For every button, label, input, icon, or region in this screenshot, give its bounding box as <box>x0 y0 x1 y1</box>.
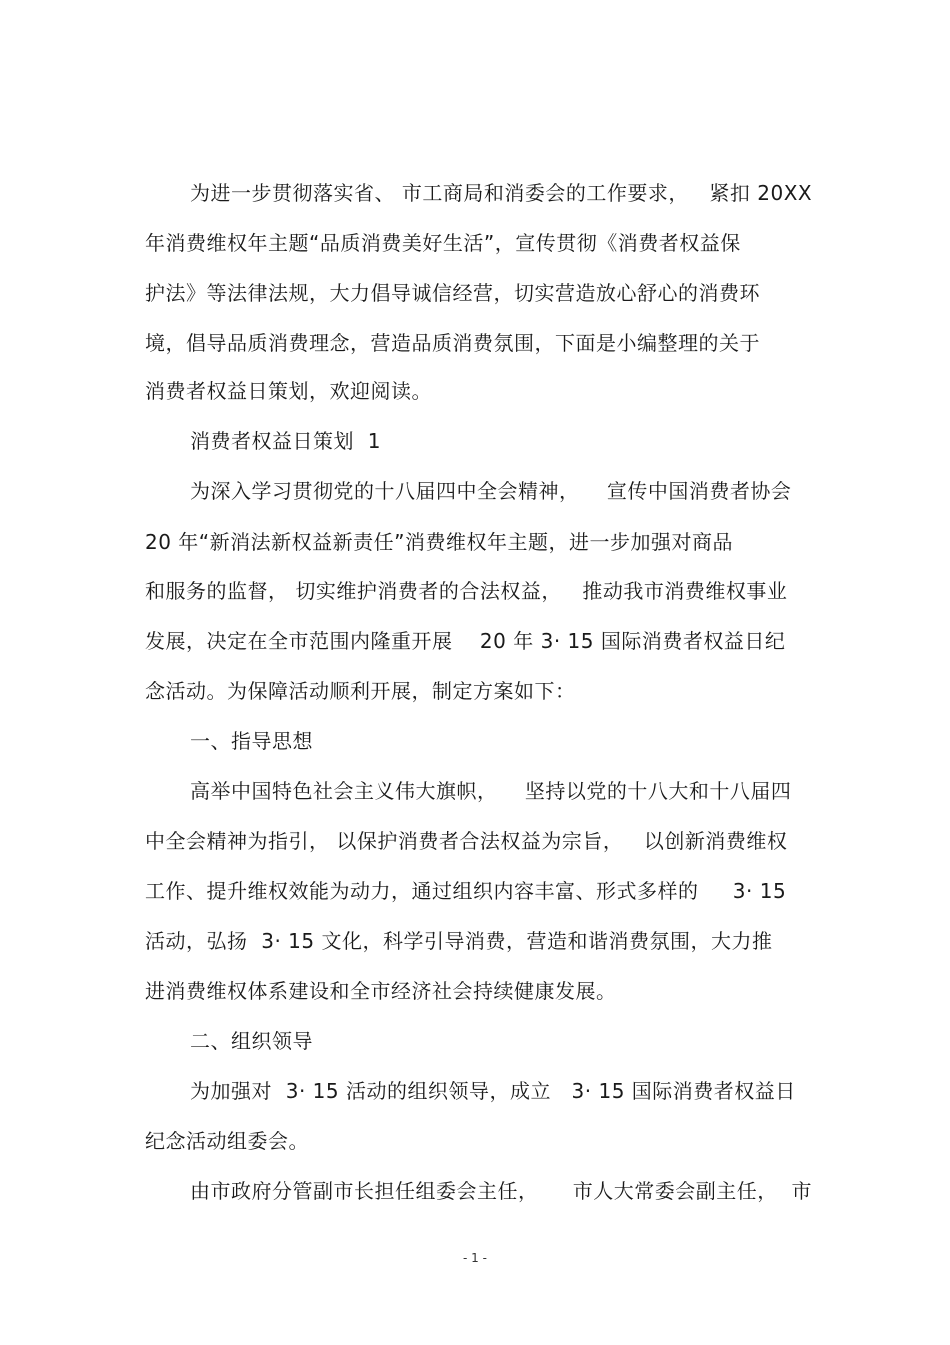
paragraph-line: 发展，决定在全市范围内隆重开展 20 年 3· 15 国际消费者权益日纪 <box>145 629 786 653</box>
section-heading: 一、指导思想 <box>190 729 313 753</box>
paragraph-line: 消费者权益日策划，欢迎阅读。 <box>145 379 432 403</box>
paragraph-line: 进消费维权体系建设和全市经济社会持续健康发展。 <box>145 979 617 1003</box>
section-heading: 二、组织领导 <box>190 1029 313 1053</box>
paragraph-line: 年消费维权年主题“品质消费美好生活”，宣传贯彻《消费者权益保 <box>145 231 741 255</box>
paragraph-line: 20 年“新消法新权益新责任”消费维权年主题，进一步加强对商品 <box>145 530 734 554</box>
paragraph-line: 中全会精神为指引， 以保护消费者合法权益为宗旨， 以创新消费维权 <box>145 829 788 853</box>
section-heading: 消费者权益日策划 1 <box>190 429 381 453</box>
paragraph-line: 为进一步贯彻落实省、 市工商局和消委会的工作要求， 紧扣 20XX <box>190 181 813 205</box>
paragraph-line: 活动，弘扬 3· 15 文化，科学引导消费，营造和谐消费氛围，大力推 <box>145 929 773 953</box>
paragraph-line: 高举中国特色社会主义伟大旗帜， 坚持以党的十八大和十八届四 <box>190 779 792 803</box>
paragraph-line: 由市政府分管副市长担任组委会主任， 市人大常委会副主任， 市 <box>190 1179 813 1203</box>
paragraph-line: 境，倡导品质消费理念，营造品质消费氛围，下面是小编整理的关于 <box>145 331 760 355</box>
paragraph-line: 工作、提升维权效能为动力，通过组织内容丰富、形式多样的 3· 15 <box>145 879 787 903</box>
paragraph-line: 念活动。为保障活动顺利开展，制定方案如下： <box>145 679 576 703</box>
paragraph-line: 为深入学习贯彻党的十八届四中全会精神， 宣传中国消费者协会 <box>190 479 792 503</box>
paragraph-line: 和服务的监督， 切实维护消费者的合法权益， 推动我市消费维权事业 <box>145 579 788 603</box>
paragraph-line: 护法》等法律法规，大力倡导诚信经营，切实营造放心舒心的消费环 <box>145 281 760 305</box>
page-number: - 1 - <box>463 1251 487 1265</box>
paragraph-line: 为加强对 3· 15 活动的组织领导，成立 3· 15 国际消费者权益日 <box>190 1079 796 1103</box>
paragraph-line: 纪念活动组委会。 <box>145 1129 309 1153</box>
